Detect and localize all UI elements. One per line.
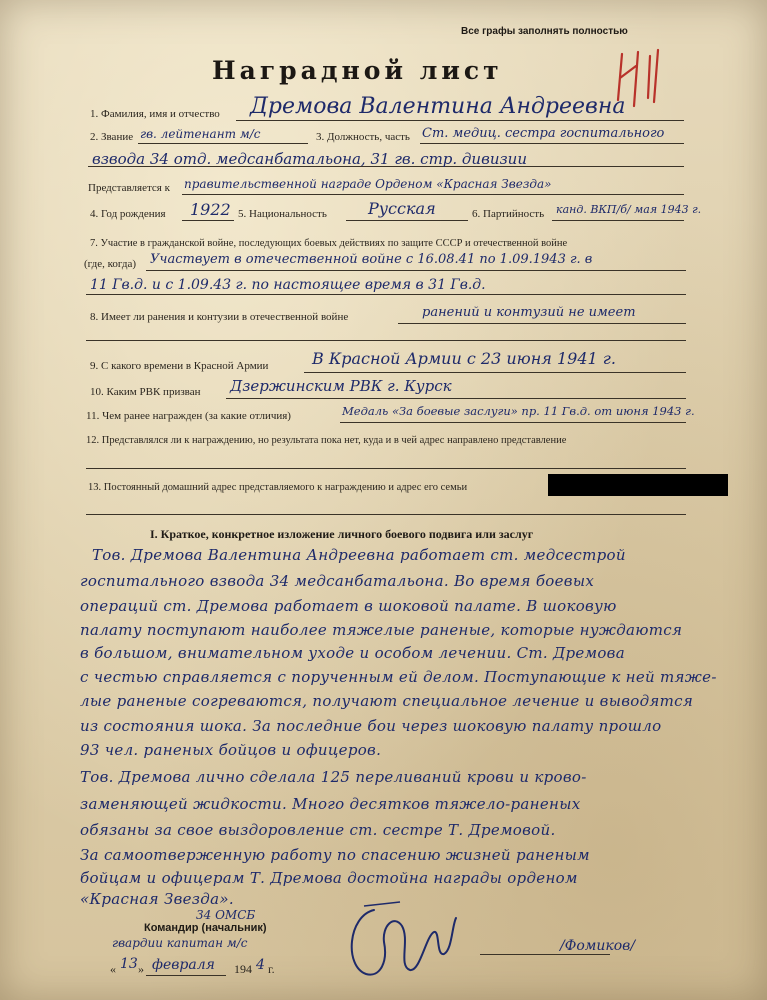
page-title: Наградной лист	[212, 56, 503, 85]
narrative-line: «Красная Звезда».	[80, 890, 234, 908]
narrative-line: в большом, внимательном уходе и особом лечении. Ст. Дремова	[80, 644, 625, 662]
narrative-line: 93 чел. раненых бойцов и офицеров.	[80, 741, 382, 759]
commander-unit: 34 ОМСБ	[196, 908, 256, 922]
field-1-line	[236, 120, 684, 121]
field-2-label: 2. Звание	[90, 131, 134, 143]
field-10-value: Дзержинским РВК г. Курск	[230, 377, 452, 395]
field-4-label: 4. Год рождения	[90, 208, 166, 220]
narrative-line: Тов. Дремова Валентина Андреевна работает ст. медсестрой	[92, 546, 626, 564]
field-8-value: ранений и контузий не имеет	[422, 305, 636, 320]
field-8-line-2	[86, 340, 686, 341]
field-10-label: 10. Каким РВК призван	[90, 386, 201, 398]
field-1-label: 1. Фамилия, имя и отчество	[90, 108, 220, 120]
signature-name: /Фомиков/	[560, 938, 636, 954]
narrative-line: За самоотверженную работу по спасению жизней раненым	[80, 846, 590, 864]
date-open-quote: «	[110, 962, 116, 976]
narrative-line: операций ст. Дремова работает в шоковой палате. В шоковую	[80, 597, 617, 615]
field-3-value-2: взвода 34 отд. медсанбатальона, 31 гв. стр. дивизии	[92, 150, 527, 168]
field-9-line	[304, 372, 686, 373]
field-12-line	[86, 468, 686, 469]
narrative-line: обязаны за свое выздоровление ст. сестре Т. Дремовой.	[80, 821, 556, 839]
field-4-value: 1922	[190, 200, 231, 219]
field-12-label: 12. Представлялся ли к награждению, но результата пока нет, куда и в чей адрес направлено представление	[86, 435, 567, 446]
signature-name-line	[480, 954, 610, 955]
date-month: февраля	[152, 957, 215, 973]
field-3-label: 3. Должность, часть	[316, 131, 410, 143]
date-year-suffix: 4	[256, 957, 265, 973]
field-5-line	[346, 220, 468, 221]
field-1-value: Дремова Валентина Андреевна	[250, 94, 626, 119]
presented-value: правительственной награде Орденом «Красная Звезда»	[184, 177, 552, 191]
commander-rank: гвардии капитан м/с	[112, 936, 248, 950]
field-4-line	[182, 220, 234, 221]
field-7-label-2: (где, когда)	[84, 258, 136, 270]
narrative-line: палату поступают наиболее тяжелые раненые, которые нуждаются	[80, 621, 683, 639]
redaction-bar	[548, 474, 728, 496]
field-7-value: Участвует в отечественной войне с 16.08.41 по 1.09.1943 г. в	[150, 252, 593, 267]
field-3-line	[420, 143, 684, 144]
field-11-value: Медаль «За боевые заслуги» пр. 11 Гв.д. от июня 1943 г.	[342, 404, 695, 418]
field-6-label: 6. Партийность	[472, 208, 545, 220]
narrative-line: с честью справляется с порученным ей делом. Поступающие к ней тяже-	[80, 668, 717, 686]
date-g: г.	[268, 962, 275, 976]
narrative-line: бойцам и офицерам Т. Дремова достойна награды орденом	[80, 869, 578, 887]
field-2-value: гв. лейтенант м/с	[140, 127, 261, 141]
field-11-line	[340, 422, 686, 423]
field-7-line-2	[86, 294, 686, 295]
field-10-line	[226, 398, 686, 399]
field-8-label: 8. Имеет ли ранения и контузии в отечественной войне	[90, 311, 349, 323]
narrative-line: Тов. Дремова лично сделала 125 переливаний крови и крово-	[80, 768, 587, 786]
field-7-line	[146, 270, 686, 271]
narrative-line: госпитального взвода 34 медсанбатальона. Во время боевых	[80, 572, 595, 590]
date-year-prefix: 194	[234, 962, 252, 976]
field-11-label: 11. Чем ранее награжден (за какие отличия)	[86, 410, 291, 422]
date-close-quote: »	[138, 962, 144, 976]
date-day: 13	[120, 956, 138, 972]
field-9-label: 9. С какого времени в Красной Армии	[90, 360, 269, 372]
date-month-line	[146, 975, 226, 976]
presented-line	[182, 194, 684, 195]
field-8-line	[398, 323, 686, 324]
field-7-label: 7. Участие в гражданской войне, последующих боевых действиях по защите СССР и отечественной войне	[90, 238, 568, 249]
field-6-line	[552, 220, 684, 221]
commander-signature	[340, 896, 460, 986]
field-13-line	[86, 514, 686, 515]
narrative-line: лые раненые согреваются, получают специальное лечение и выводятся	[80, 692, 694, 710]
field-5-value: Русская	[368, 199, 436, 218]
field-5-label: 5. Национальность	[238, 208, 327, 220]
presented-label: Представляется к	[88, 182, 170, 194]
field-6-value: канд. ВКП/б/ мая 1943 г.	[556, 203, 702, 216]
narrative-line: из состояния шока. За последние бои через шоковую палату прошло	[80, 717, 662, 735]
field-9-value: В Красной Армии с 23 июня 1941 г.	[312, 349, 616, 368]
commander-label: Командир (начальник)	[144, 922, 267, 934]
narrative-line: заменяющей жидкости. Много десятков тяжело-раненых	[80, 795, 581, 813]
section-heading: I. Краткое, конкретное изложение личного боевого подвига или заслуг	[150, 527, 534, 541]
field-2-line	[138, 143, 308, 144]
corner-note: Все графы заполнять полностью	[461, 26, 628, 37]
field-13-label: 13. Постоянный домашний адрес представляемого к награждению и адрес его семьи	[88, 482, 468, 493]
field-3-value: Ст. медиц. сестра госпитального	[422, 126, 665, 141]
field-7-value-2: 11 Гв.д. и с 1.09.43 г. по настоящее время в 31 Гв.д.	[90, 277, 486, 293]
